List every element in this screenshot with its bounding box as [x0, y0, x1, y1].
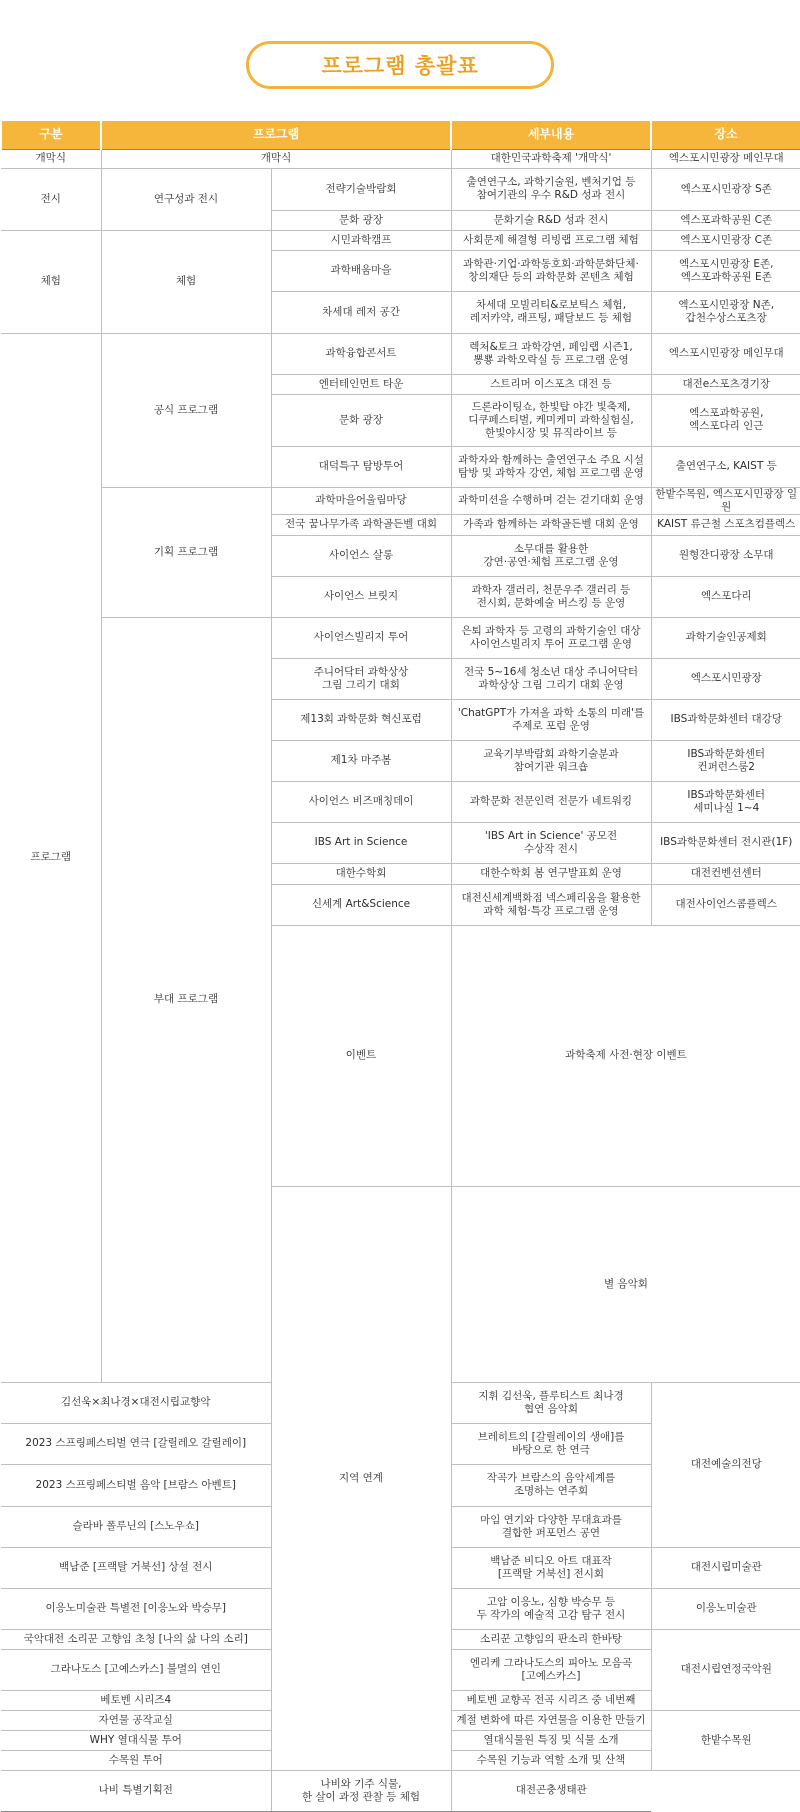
location-cell: IBS과학문화센터 전시관(1F): [651, 822, 800, 863]
location-cell: IBS과학문화센터 컨퍼런스룸2: [651, 740, 800, 781]
location-cell: 대전시립연정국악원: [651, 1629, 800, 1710]
location-cell: 엑스포시민광장 메인무대: [651, 149, 800, 168]
category-cell: 지역 연계: [271, 1186, 451, 1770]
location-cell: 한밭수목원: [651, 1710, 800, 1770]
sub-program-cell: 문화 광장: [271, 394, 451, 446]
detail-cell: 대한수학회 봄 연구발표회 운영: [451, 863, 651, 884]
detail-cell: 수목원 기능과 역할 소개 및 산책: [451, 1750, 651, 1770]
program-cell: 2023 스프링페스티벌 음악 [브람스 아벤트]: [1, 1464, 271, 1506]
detail-cell: 가족과 함께하는 과학골든벨 대회 운영: [451, 514, 651, 535]
program-cell: 기획 프로그램: [101, 487, 271, 617]
detail-cell: 렉처&토크 과학강연, 페임랩 시즌1, 뽕뿅 과학오락실 등 프로그램 운영: [451, 333, 651, 374]
table-body: [1, 149, 800, 1811]
sub-program-cell: 대덕특구 탐방투어: [271, 446, 451, 487]
location-cell: 출연연구소, KAIST 등: [651, 446, 800, 487]
header-program: 프로그램: [101, 121, 451, 149]
detail-cell: 과학관·기업·과학동호회·과학문화단체· 창의재단 등의 과학문화 콘텐츠 체험: [451, 250, 651, 291]
title-banner: [246, 41, 554, 89]
sub-program-cell: 제13회 과학문화 혁신포럼: [271, 699, 451, 740]
detail-cell: 열대식물원 특징 및 식물 소개: [451, 1730, 651, 1750]
program-cell: 연구성과 전시: [101, 168, 271, 230]
program-cell: 공식 프로그램: [101, 333, 271, 487]
detail-cell: 계절 변화에 따른 자연물을 이용한 만들기: [451, 1710, 651, 1730]
location-cell: 과학기술인공제회: [651, 617, 800, 658]
program-cell: 과학축제 사전·현장 이벤트: [451, 925, 800, 1186]
detail-cell: 베토벤 교향곡 전곡 시리즈 중 네번째: [451, 1690, 651, 1710]
detail-cell: 전국 5~16세 청소년 대상 주니어닥터 과학상상 그림 그리기 대회 운영: [451, 658, 651, 699]
sub-program-cell: 신세계 Art&Science: [271, 884, 451, 925]
detail-cell: 대한민국과학축제 '개막식': [451, 149, 651, 168]
table-row: [1, 487, 800, 514]
header-detail: 세부내용: [451, 121, 651, 149]
program-cell: 베토벤 시리즈4: [1, 1690, 271, 1710]
detail-cell: 소무대를 활용한 강연·공연·체험 프로그램 운영: [451, 535, 651, 576]
location-cell: 엑스포시민광장 메인무대: [651, 333, 800, 374]
detail-cell: 교육기부박람회 과학기술분과 참여기관 워크숍: [451, 740, 651, 781]
program-cell: 국악대전 소리꾼 고향임 초청 [나의 삶 나의 소리]: [1, 1629, 271, 1649]
detail-cell: 'IBS Art in Science' 공모전 수상작 전시: [451, 822, 651, 863]
program-cell: 수목원 투어: [1, 1750, 271, 1770]
program-cell: 슬라바 폴루닌의 [스노우쇼]: [1, 1506, 271, 1547]
header-category: 구분: [1, 121, 101, 149]
detail-cell: 지휘 김선욱, 플루티스트 최나경 협연 음악회: [451, 1382, 651, 1423]
detail-cell: 은퇴 과학자 등 고령의 과학기술인 대상 사이언스빌리지 투어 프로그램 운영: [451, 617, 651, 658]
sub-program-cell: 시민과학캠프: [271, 230, 451, 250]
sub-program-cell: 과학융합콘서트: [271, 333, 451, 374]
location-cell: 대전시립미술관: [651, 1547, 800, 1588]
sub-program-cell: 전국 꿈나무가족 과학골든벨 대회: [271, 514, 451, 535]
detail-cell: 고암 이응노, 심향 박승무 등 두 작가의 예술적 고감 탐구 전시: [451, 1588, 651, 1629]
detail-cell: 과학미션을 수행하며 걷는 걷기대회 운영: [451, 487, 651, 514]
location-cell: 엑스포시민광장 S존: [651, 168, 800, 210]
sub-program-cell: 사이언스 비즈매칭데이: [271, 781, 451, 822]
sub-program-cell: 엔터테인먼트 타운: [271, 374, 451, 394]
header-location: 장소: [651, 121, 800, 149]
location-cell: IBS과학문화센터 대강당: [651, 699, 800, 740]
detail-cell: 드론라이팅쇼, 한빛탑 야간 빛축제, 디쿠페스티벌, 케미케미 과학실험실, 한빛야시장 및 뮤직라이브 등: [451, 394, 651, 446]
program-cell: 자연물 공작교실: [1, 1710, 271, 1730]
program-cell: 별 음악회: [451, 1186, 800, 1382]
location-cell: 이응노미술관: [651, 1588, 800, 1629]
detail-cell: 스트리머 이스포츠 대전 등: [451, 374, 651, 394]
detail-cell: 나비와 기주 식물, 한 살이 과정 관찰 등 체험: [271, 1770, 451, 1811]
location-cell: 원형잔디광장 소무대: [651, 535, 800, 576]
detail-cell: 'ChatGPT가 가져올 과학 소통의 미래'를 주제로 포럼 운영: [451, 699, 651, 740]
location-cell: 엑스포과학공원 C존: [651, 210, 800, 230]
category-cell: 전시: [1, 168, 101, 230]
program-cell: 2023 스프링페스티벌 연극 [갈릴레오 갈릴레이]: [1, 1423, 271, 1464]
table-row: [1, 333, 800, 374]
category-cell: 프로그램: [1, 333, 101, 1382]
sub-program-cell: 과학배움마을: [271, 250, 451, 291]
detail-cell: 차세대 모빌리티&로보틱스 체험, 레저카약, 래프팅, 패달보드 등 체험: [451, 291, 651, 333]
detail-cell: 브레히트의 [갈릴레이의 생애]를 바탕으로 한 연극: [451, 1423, 651, 1464]
location-cell: 대전컨벤션센터: [651, 863, 800, 884]
location-cell: 대전사이언스콤플렉스: [651, 884, 800, 925]
sub-program-cell: 제1차 마주봄: [271, 740, 451, 781]
detail-cell: 사회문제 해결형 리빙랩 프로그램 체험: [451, 230, 651, 250]
category-cell: 개막식: [1, 149, 101, 168]
sub-program-cell: 대한수학회: [271, 863, 451, 884]
category-cell: 체험: [1, 230, 101, 333]
program-table: [0, 121, 800, 1812]
detail-cell: 출연연구소, 과학기술원, 벤처기업 등 참여기관의 우수 R&D 성과 전시: [451, 168, 651, 210]
sub-program-cell: 문화 광장: [271, 210, 451, 230]
program-cell: 그라나도스 [고예스카스] 불멸의 연인: [1, 1649, 271, 1690]
table-row: [1, 168, 800, 210]
location-cell: IBS과학문화센터 세미나실 1~4: [651, 781, 800, 822]
location-cell: 엑스포시민광장: [651, 658, 800, 699]
program-cell: 이응노미술관 특별전 [이응노와 박승무]: [1, 1588, 271, 1629]
program-cell: 나비 특별기획전: [1, 1770, 271, 1811]
table-row: [1, 1770, 800, 1811]
detail-cell: 엔리케 그라나도스의 피아노 모음곡 [고예스카스]: [451, 1649, 651, 1690]
location-cell: KAIST 류근철 스포츠컴플렉스: [651, 514, 800, 535]
location-cell: 한밭수목원, 엑스포시민광장 일원: [651, 487, 800, 514]
table-header-row: [1, 121, 800, 149]
sub-program-cell: 사이언스 살롱: [271, 535, 451, 576]
detail-cell: 문화기술 R&D 성과 전시: [451, 210, 651, 230]
sub-program-cell: 사이언스빌리지 투어: [271, 617, 451, 658]
detail-cell: 대전신세계백화점 넥스페리움을 활용한 과학 체험·특강 프로그램 운영: [451, 884, 651, 925]
program-cell: WHY 열대식물 투어: [1, 1730, 271, 1750]
sub-program-cell: 전략기술박람회: [271, 168, 451, 210]
sub-program-cell: IBS Art in Science: [271, 822, 451, 863]
sub-program-cell: 과학마을어울림마당: [271, 487, 451, 514]
location-cell: 엑스포시민광장 N존, 갑천수상스포츠장: [651, 291, 800, 333]
page-title: 프로그램 총괄표: [321, 54, 479, 78]
table-row: [1, 230, 800, 250]
sub-program-cell: 차세대 레저 공간: [271, 291, 451, 333]
location-cell: 대전e스포츠경기장: [651, 374, 800, 394]
location-cell: 엑스포시민광장 C존: [651, 230, 800, 250]
program-cell: 체험: [101, 230, 271, 333]
location-cell: 대전곤충생태관: [451, 1770, 651, 1811]
location-cell: 대전예술의전당: [651, 1382, 800, 1547]
category-cell: 이벤트: [271, 925, 451, 1186]
sub-program-cell: 사이언스 브릿지: [271, 576, 451, 617]
program-cell: 부대 프로그램: [101, 617, 271, 1382]
location-cell: 엑스포과학공원, 엑스포다리 인근: [651, 394, 800, 446]
location-cell: 엑스포시민광장 E존, 엑스포과학공원 E존: [651, 250, 800, 291]
detail-cell: 과학문화 전문인력 전문가 네트워킹: [451, 781, 651, 822]
location-cell: 엑스포다리: [651, 576, 800, 617]
detail-cell: 소리꾼 고향임의 판소리 한바탕: [451, 1629, 651, 1649]
program-cell: 백남준 [프랙탈 거북선] 상설 전시: [1, 1547, 271, 1588]
sub-program-cell: 주니어닥터 과학상상 그림 그리기 대회: [271, 658, 451, 699]
detail-cell: 과학자 갤러리, 천문우주 갤러리 등 전시회, 문화예술 버스킹 등 운영: [451, 576, 651, 617]
table-row: [1, 149, 800, 168]
detail-cell: 백남준 비디오 아트 대표작 [프랙탈 거북선] 전시회: [451, 1547, 651, 1588]
detail-cell: 작곡가 브람스의 음악세계를 조명하는 연주회: [451, 1464, 651, 1506]
detail-cell: 마임 연기와 다양한 무대효과를 결합한 퍼포먼스 공연: [451, 1506, 651, 1547]
program-cell: 김선욱×최나경×대전시립교향악: [1, 1382, 271, 1423]
program-cell: 개막식: [101, 149, 451, 168]
table-row: [1, 617, 800, 658]
detail-cell: 과학자와 함께하는 출연연구소 주요 시설 탐방 및 과학자 강연, 체험 프로그램 운영: [451, 446, 651, 487]
